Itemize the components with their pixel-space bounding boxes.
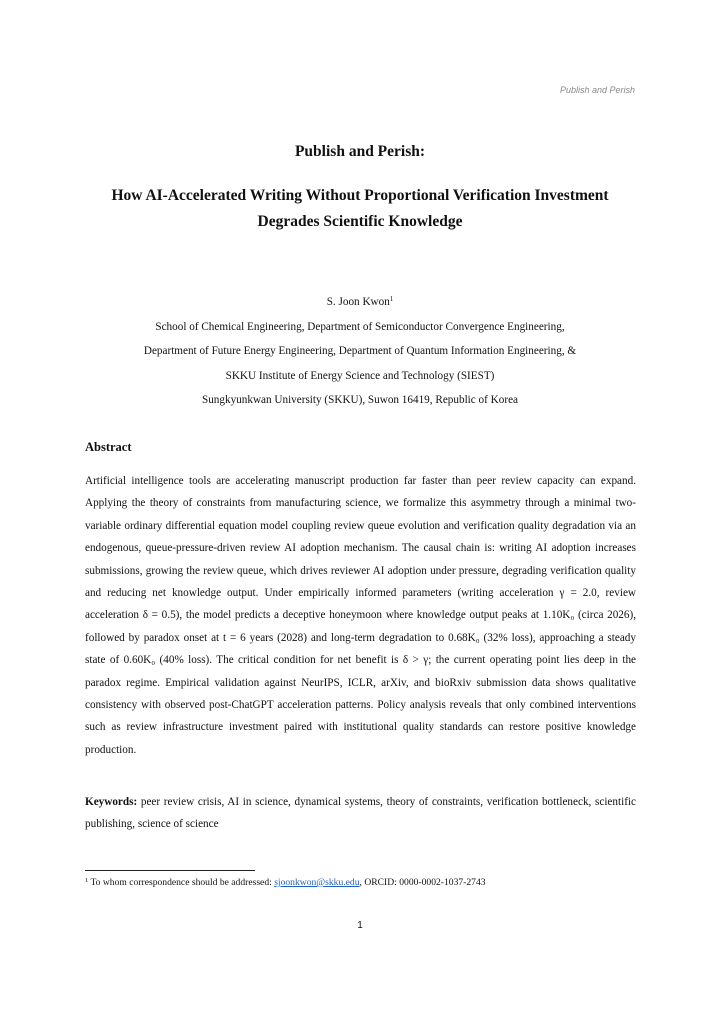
abstract-heading: Abstract	[85, 440, 132, 454]
author-block	[0, 290, 720, 413]
keywords	[85, 791, 636, 836]
keywords-label: Keywords:	[85, 796, 138, 808]
affiliation-line: Sungkyunkwan University (SKKU), Suwon 16419, Republic of Korea	[201, 394, 518, 406]
paper-subtitle	[60, 183, 660, 235]
affiliation-line: SKKU Institute of Energy Science and Technology (SIEST)	[225, 369, 495, 382]
running-header: Publish and Perish	[559, 85, 635, 95]
footnote-marker: 1	[85, 877, 89, 884]
keywords-text: peer review crisis, AI in science, dynamical systems, theory of constraints, verification bottleneck, scientific publishing, science of science	[85, 796, 636, 831]
email-link[interactable]: sjoonkwon@skku.edu	[274, 877, 360, 888]
abstract-text: Artificial intelligence tools are accelerating manuscript production far faster than peer review capacity can expand. Applying the theory of constraints from manufacturing science, we formalize this asymmetry through a minimal two-variable ordinary differential equation model coupling review queue evolution and verification quality degradation via an endogenous, queue-pressure-driven review AI adoption mechanism. The causal chain is: writing AI adoption increases submissions, growing the review queue, which drives reviewer AI adoption under pressure, degrading verification quality and reducing net knowledge output. Under empirically informed parameters (writing acceleration γ = 2.0, review acceleration δ = 0.5), the model predicts a deceptive honeymoon where knowledge output peaks at 1.10K₀ (circa 2026), followed by paradox onset at t = 6 years (2028) and long-term degradation to 0.68K₀ (32% loss), approaching a steady state of 0.60K₀ (40% loss). The critical condition for net benefit is δ > γ; the current operating point lies deep in the paradox regime. Empirical validation against NeurIPS, ICLR, arXiv, and bioRxiv submission data shows qualitative consistency with observed post-ChatGPT acceleration patterns. Policy analysis reveals that only combined interventions such as review infrastructure investment paired with institutional quality standards can restore positive knowledge production.	[85, 475, 636, 756]
paper-title: Publish and Perish:	[294, 143, 426, 160]
subtitle-line-2: Degrades Scientific Knowledge	[257, 213, 463, 230]
author-name-line	[0, 290, 720, 315]
author-name: S. Joon Kwon	[326, 296, 390, 308]
footnote-suffix: , ORCID: 0000-0002-1037-2743	[359, 877, 486, 888]
footnote-prefix: To whom correspondence should be addressed:	[90, 877, 275, 888]
footnote-divider	[85, 870, 255, 871]
author-footnote-marker[interactable]: 1	[389, 295, 394, 303]
footnote	[85, 876, 636, 890]
subtitle-line-1: How AI-Accelerated Writing Without Proportional Verification Investment	[111, 187, 609, 204]
affiliation-line: Department of Future Energy Engineering, Department of Quantum Information Engineering, &	[143, 345, 577, 357]
affiliation-line: School of Chemical Engineering, Department of Semiconductor Convergence Engineering,	[155, 320, 565, 333]
page-number: 1	[357, 920, 363, 931]
